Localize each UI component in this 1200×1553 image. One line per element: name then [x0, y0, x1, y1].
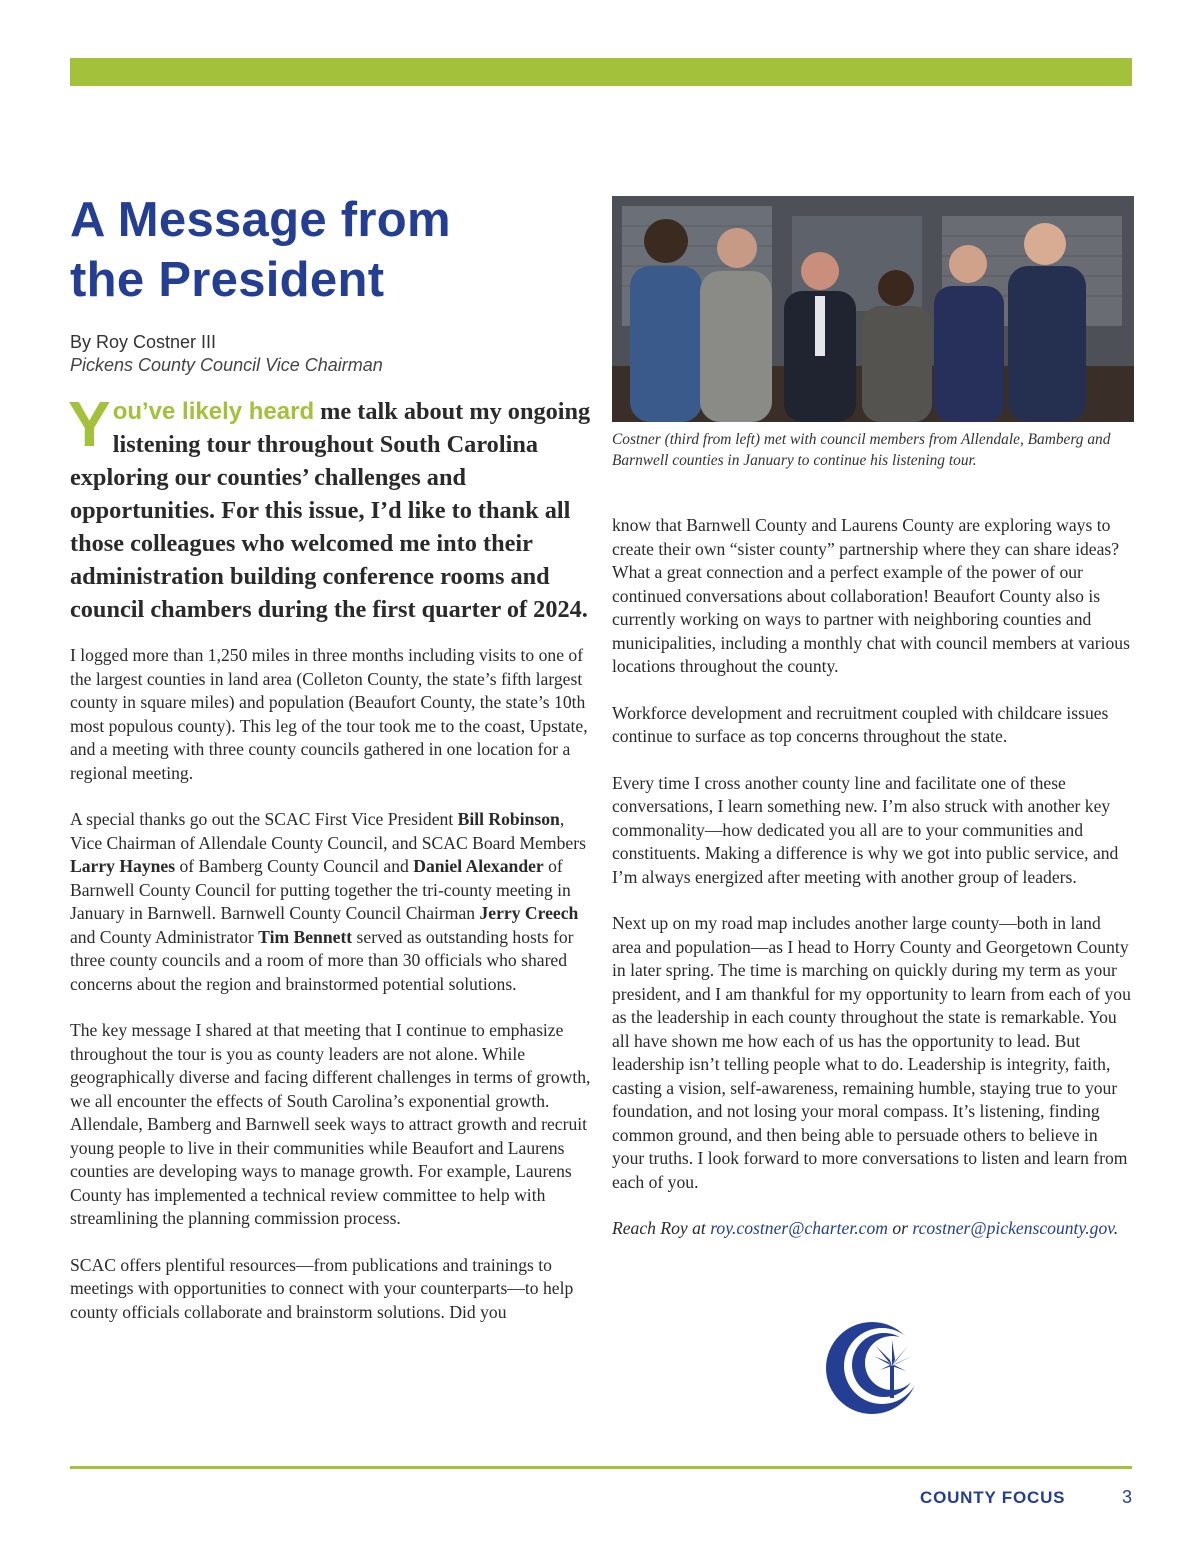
email-link-charter[interactable]: roy.costner@charter.com	[710, 1218, 888, 1238]
footer-rule	[70, 1466, 1132, 1469]
right-column	[612, 196, 1134, 1264]
byline: By Roy Costner III	[70, 332, 217, 352]
body-paragraph-3: The key message I shared at that meeting that I continue to emphasize throughout the tour is you as county leaders are not alone. While geographically diverse and facing different challenges in terms of growth, we all encounter the effects of South Carolina’s exponential growth. Allendale, Bamberg and Barnwell seek ways to attract growth and recruit young people to live in their communities while Beaufort and Laurens counties are developing ways to manage growth. For example, Laurens County has implemented a technical review committee to help with streamlining the planning commission process.	[70, 1020, 591, 1228]
email-link-pickens[interactable]: rcostner@pickenscounty.gov	[912, 1218, 1114, 1238]
title-line-2: the President	[70, 253, 385, 307]
group-photo	[612, 196, 1134, 422]
body-paragraph-7: Every time I cross another county line and facilitate one of these conversations, I learn something new. I’m also struck with another key commonality—how dedicated you all are to your communities and constituents. Making a difference is why we got into public service, and I’m always energized after meeting with another group of leaders.	[612, 772, 1119, 887]
body-paragraph-2: A special thanks go out the SCAC First Vice President Bill Robinson, Vice Chairman of Allendale County Council, and SCAC Board Members Larry Haynes of Bamberg County Council and Daniel Alexander of Barnwell County Council for putting together the tri-county meeting in January in Barnwell. Barnwell County Council Chairman Jerry Creech and County Administrator Tim Bennett served as outstanding hosts for three county councils and a room of more than 30 officials who shared concerns about the region and brainstormed potential solutions.	[70, 809, 586, 994]
contact-line: Reach Roy at roy.costner@charter.com or rcostner@pickenscounty.gov.	[612, 1218, 1119, 1238]
photo-caption: Costner (third from left) met with council members from Allendale, Bamberg and Barnwell counties in January to continue his listening tour.	[612, 431, 1111, 469]
body-paragraph-1: I logged more than 1,250 miles in three months including visits to one of the largest counties in land area (Colleton County, the state’s fifth largest county in square miles) and population (Beaufort County, the state’s 10th most populous county). This leg of the tour took me to the coast, Upstate, and a meeting with three county councils gathered in one location for a regional meeting.	[70, 645, 588, 783]
scac-logo-icon	[822, 1318, 922, 1418]
body-paragraph-5: know that Barnwell County and Laurens County are exploring ways to create their own “sister county” partnership where they can share ideas? What a great connection and a perfect example of the power of our continued conversations about collaboration! Beaufort County also is currently working on ways to partner with neighboring counties and municipalities, including a monthly chat with council members at various locations throughout the county.	[612, 515, 1130, 676]
lead-paragraph	[68, 388, 592, 626]
title-line-1: A Message from	[70, 193, 451, 247]
drop-cap: Y	[68, 388, 111, 460]
page-number: 3	[1122, 1487, 1133, 1507]
lead-text: me talk about my ongoing listening tour throughout South Carolina exploring our counties’ challenges and opportunities. For this issue, I’d like to thank all those colleagues who welcomed me into their administration building conference rooms and council chambers during the first quarter of 2024.	[70, 398, 591, 623]
body-paragraph-8: Next up on my road map includes another large county—both in land area and population—as I head to Horry County and Georgetown County in later spring. The time is marching on quickly during my term as your president, and I am thankful for my opportunity to learn from each of you as the leadership in each county throughout the state is remarkable. You all have shown me how each of us has the opportunity to lead. But leadership isn’t telling people what to do. Leadership is integrity, faith, casting a vision, self-awareness, remaining humble, staying true to your foundation, and not losing your moral compass. It’s listening, finding common ground, and then being able to persuade others to believe in your truths. I look forward to more conversations to listen and learn from each of you.	[612, 913, 1131, 1192]
group-photo-illustration	[612, 196, 1134, 422]
author-title: Pickens County Council Vice Chairman	[70, 355, 383, 375]
left-column	[70, 190, 592, 1347]
lead-highlight: ou’ve likely heard	[112, 398, 315, 425]
left-body	[70, 644, 592, 1324]
body-paragraph-6: Workforce development and recruitment coupled with childcare issues continue to surface as top concerns throughout the state.	[612, 702, 1109, 746]
header-accent-bar	[70, 58, 1132, 86]
publication-name: COUNTY FOCUS	[920, 1488, 1066, 1507]
article-title	[70, 190, 592, 310]
body-paragraph-4: SCAC offers plentiful resources—from publications and trainings to meetings with opportunities to connect with your counterparts—to help county officials collaborate and brainstorm solutions. Did you	[70, 1254, 574, 1322]
right-body	[612, 514, 1134, 1241]
